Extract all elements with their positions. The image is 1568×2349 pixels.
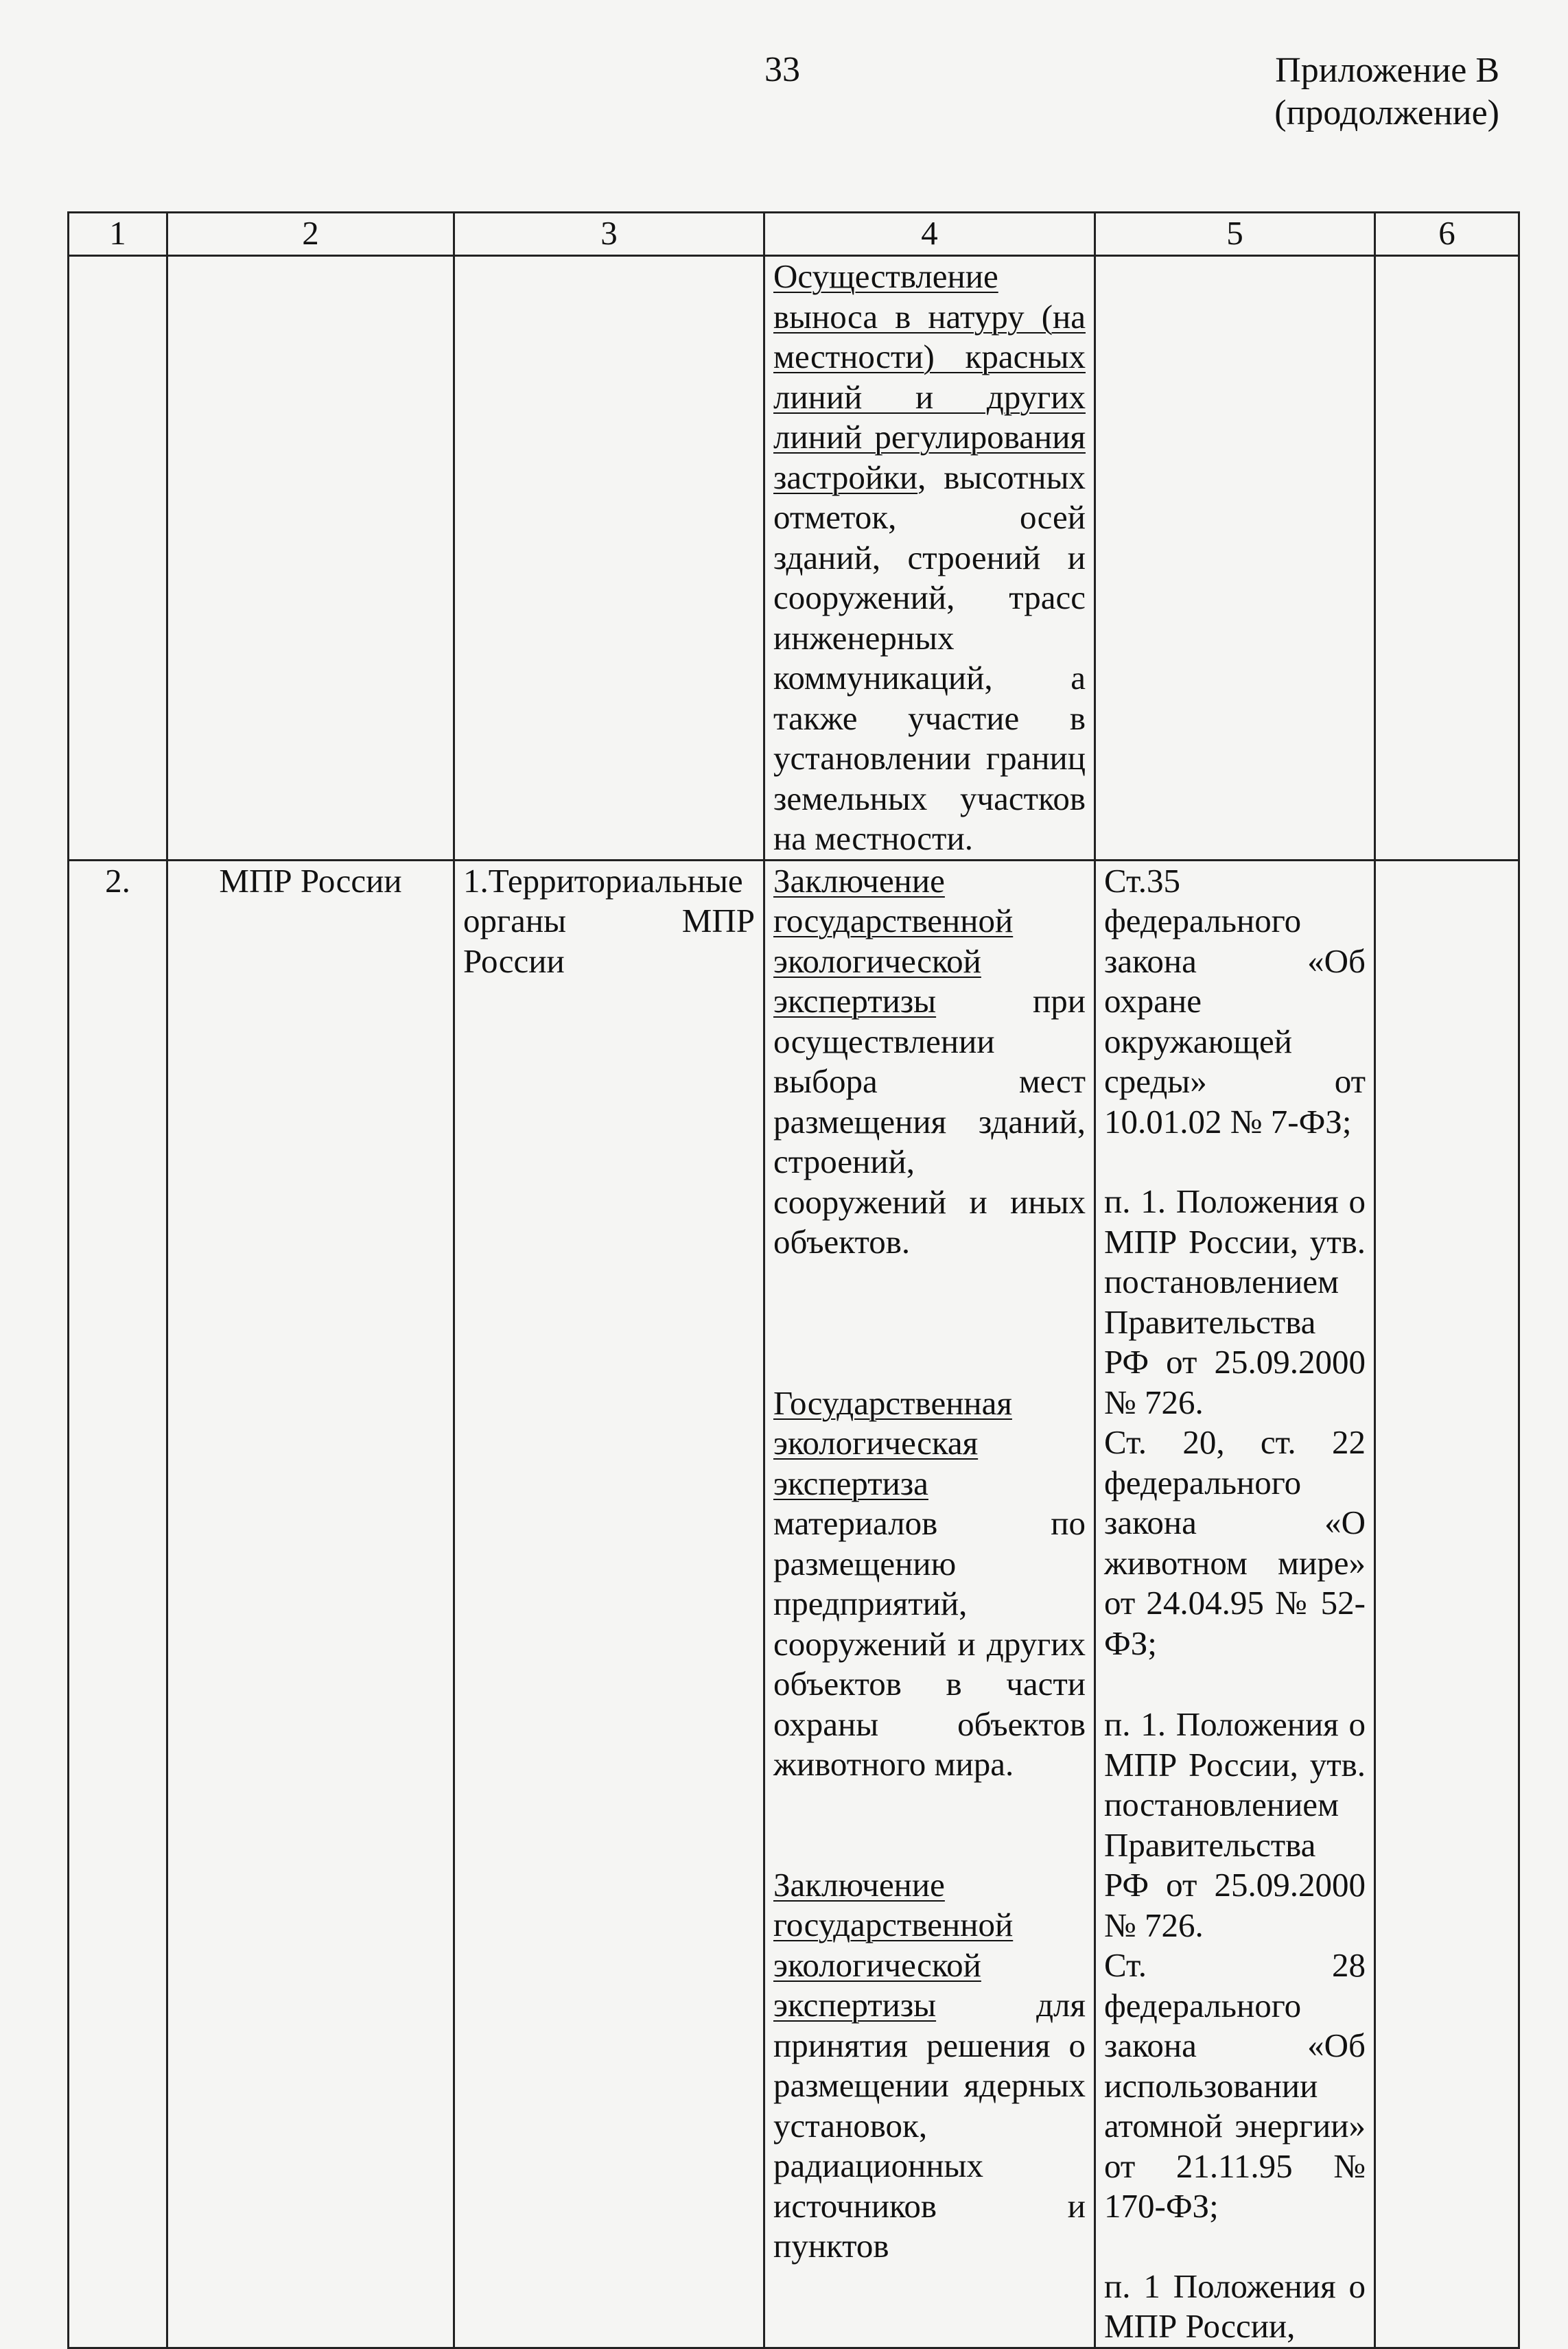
appendix-heading <box>1156 49 1499 135</box>
cell-empty <box>1095 256 1375 861</box>
table-row <box>69 256 1519 861</box>
legal-reference: Ст. 28 федерального закона «Об использовании атомной энергии» от 21.11.95 № 170-ФЗ; <box>1104 1946 1366 2225</box>
legal-reference: п. 1. Положения о МПР России, утв. постановлением Правительства РФ от 25.09.2000 № 726. <box>1104 1182 1366 1421</box>
function-text: , высотных отметок, осей зданий, строений и сооружений, трасс инженерных коммуникаций, а также участие в установлении границ земельных участков на местности. <box>773 458 1086 857</box>
legal-reference: Ст. 20, ст. 22 федерального закона «О животном мире» от 24.04.95 № 52-ФЗ; <box>1104 1423 1366 1662</box>
table-row <box>69 860 1519 2348</box>
legal-reference: п. 1 Положения о МПР России, <box>1104 2267 1366 2345</box>
row-number: 2. <box>69 860 167 2348</box>
legal-reference: Ст.35 федерального закона «Об охране окружающей среды» от 10.01.02 № 7-ФЗ; <box>1104 861 1366 1141</box>
function-title: Заключение государственной экологической экспертизы <box>773 861 1014 1020</box>
function-title: Осуществление выноса в натуру (на местности) красных линий и других линий регулирования застройки <box>773 257 1086 496</box>
cell-empty <box>1375 860 1519 2348</box>
function-title: Заключение государственной экологической экспертизы <box>773 1865 1014 2024</box>
appendix-subtitle: (продолжение) <box>1274 93 1499 132</box>
function-item <box>773 1865 1086 2267</box>
column-header-6: 6 <box>1375 213 1519 256</box>
function-cell <box>764 256 1095 861</box>
column-number-row <box>69 213 1519 256</box>
column-header-3: 3 <box>454 213 764 256</box>
column-header-5: 5 <box>1095 213 1375 256</box>
function-text: для принятия решения о размещении ядерных установок, радиационных источников и пунктов <box>773 1986 1086 2265</box>
appendix-title: Приложение В <box>1275 51 1499 90</box>
function-item <box>773 861 1086 1263</box>
column-header-4: 4 <box>764 213 1095 256</box>
cell-empty <box>69 256 167 861</box>
cell-empty <box>1375 256 1519 861</box>
body-cell: 1.Территориальные органы МПР России <box>454 860 764 2348</box>
cell-empty <box>454 256 764 861</box>
organization-cell: МПР России <box>167 860 454 2348</box>
function-text: материалов по размещению предприятий, сооружений и других объектов в части охраны объектов животного мира. <box>773 1504 1086 1783</box>
functions-cell <box>764 860 1095 2348</box>
cell-empty <box>167 256 454 861</box>
legal-reference: п. 1. Положения о МПР России, утв. постановлением Правительства РФ от 25.09.2000 № 726. <box>1104 1705 1366 1944</box>
column-header-2: 2 <box>167 213 454 256</box>
function-title: Государственная экологическая экспертиза <box>773 1383 1012 1502</box>
page-number: 33 <box>764 50 800 89</box>
function-text: при осуществлении выбора мест размещения зданий, строений, сооружений и иных объектов. <box>773 982 1086 1261</box>
column-header-1: 1 <box>69 213 167 256</box>
function-item <box>773 1383 1086 1785</box>
regulation-table <box>67 211 1520 2349</box>
legal-basis-cell <box>1095 860 1375 2348</box>
